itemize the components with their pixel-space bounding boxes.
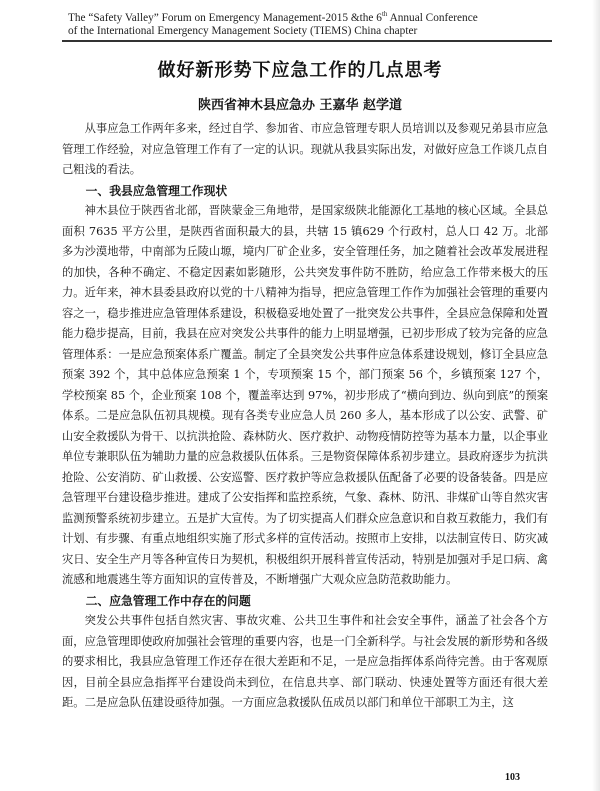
paper-title: 做好新形势下应急工作的几点思考 [157,60,443,81]
running-header [68,8,558,38]
paper-body [62,119,548,714]
header-line-1 [68,8,558,25]
paragraph-problems: 突发公共事件包括自然灾害、事故灾难、公共卫生事件和社会安全事件，涵盖了社会各个方面，应急管理即使政府加强社会管理的重要内容，也是一门全新科学。与社会发展的新形势和各级的要求相比，我县应急管理工作还存在很大差距和不足，一是应急指挥体系尚待完善。由于客观原因，目前全县应急指挥平台建设尚未到位，在信息共享、部门联动、快速处置等方面还有很大差距。二是应急队伍建设亟待加强。一方面应急救援队伍成员以部门和单位干部职工为主，这 [62,614,548,709]
header-line-2: of the International Emergency Management Society (TIEMS) China chapter [68,24,418,37]
paragraph-current-status: 神木县位于陕西省北部，晋陕蒙金三角地带，是国家级陕北能源化工基地的核心区域。全县总面积 7635 平方公里，是陕西省面积最大的县，共辖 15 镇629 个行政村，总人口 42 万。北部多为沙漠地带，中南部为丘陵山塬，境内厂矿企业多，安全管理任务，加之随着社会改革发展进程的加快，各种不确定、不稳定因素如影随形，公共突发事件防不胜防，给应急工作带来极大的压力。近年来，神木县委县政府以党的十八精神为指导，把应急管理工作作为加强社会管理的重要内容之一，稳步推进应急管理体系建设，积极稳妥地处置了一批突发公共事件，全县应急保障和处置能力稳步提高，目前，我县在应对突发公共事件的能力上明显增强，已初步形成了较为完备的应急管理体系：一是应急预案体系广覆盖。制定了全县突发公共事件应急体系建设规划，修订全县应急预案 392 个，其中总体应急预案 1 个，专项预案 15 个，部门预案 56 个，乡镇预案 127 个，学校预案 85 个，企业预案 108 个，覆盖率达到 97%，初步形成了“横向到边、纵向到底”的预案体系。二是应急队伍初具规模。现有各类专业应急人员 260 多人，基本形成了以公安、武警、矿山安全救援队为骨干、以抗洪抢险、森林防火、医疗救护、动物疫情防控等为基本力量，以企事业单位专兼职队伍为辅助力量的应急救援队伍体系。三是物资保障体系初步建立。县政府逐步为抗洪抢险、公安消防、矿山救援、公安巡警、医疗救护等应急救援队伍配备了必要的设备装备。四是应急管理平台建设稳步推进。建成了公安指挥和监控系统，气象、森林、防汛、非煤矿山等自然灾害监测预警系统初步建立。五是扩大宣传。为了切实提高人们群众应急意识和自救互救能力，我们有计划、有步骤、有重点地组织实施了形式多样的宣传活动。按照市上安排，以法制宣传日、防灾减灾日、安全生产月等各种宣传日为契机，积极组织开展科普宣传活动，特别是加强对手足口病、禽流感和地震逃生等方面知识的宣传普及，不断增强广大观众应急防范救助能力。 [62,204,548,586]
scan-edge-shadow [592,0,600,791]
paragraph-intro: 从事应急工作两年多来，经过自学、参加省、市应急管理专职人员培训以及参观兄弟县市应急管理工作经验，对应急管理工作有了一定的认识。现就从我县实际出发，对做好应急工作谈几点自己粗浅的看法。 [62,122,548,176]
section-heading-2: 二、应急管理工作中存在的问题 [85,593,251,608]
header-ordinal: th [381,10,388,18]
page-number: 103 [505,772,520,783]
paper-authors: 陕西省神木县应急办 王嘉华 赵学道 [197,98,403,113]
header-line-1-b: Annual Conference [387,11,478,24]
header-rule [62,40,552,42]
header-line-1-a: The “Safety Valley” Forum on Emergency Management-2015 &the 6 [68,11,382,24]
section-heading-1: 一、我县应急管理工作现状 [85,183,228,198]
